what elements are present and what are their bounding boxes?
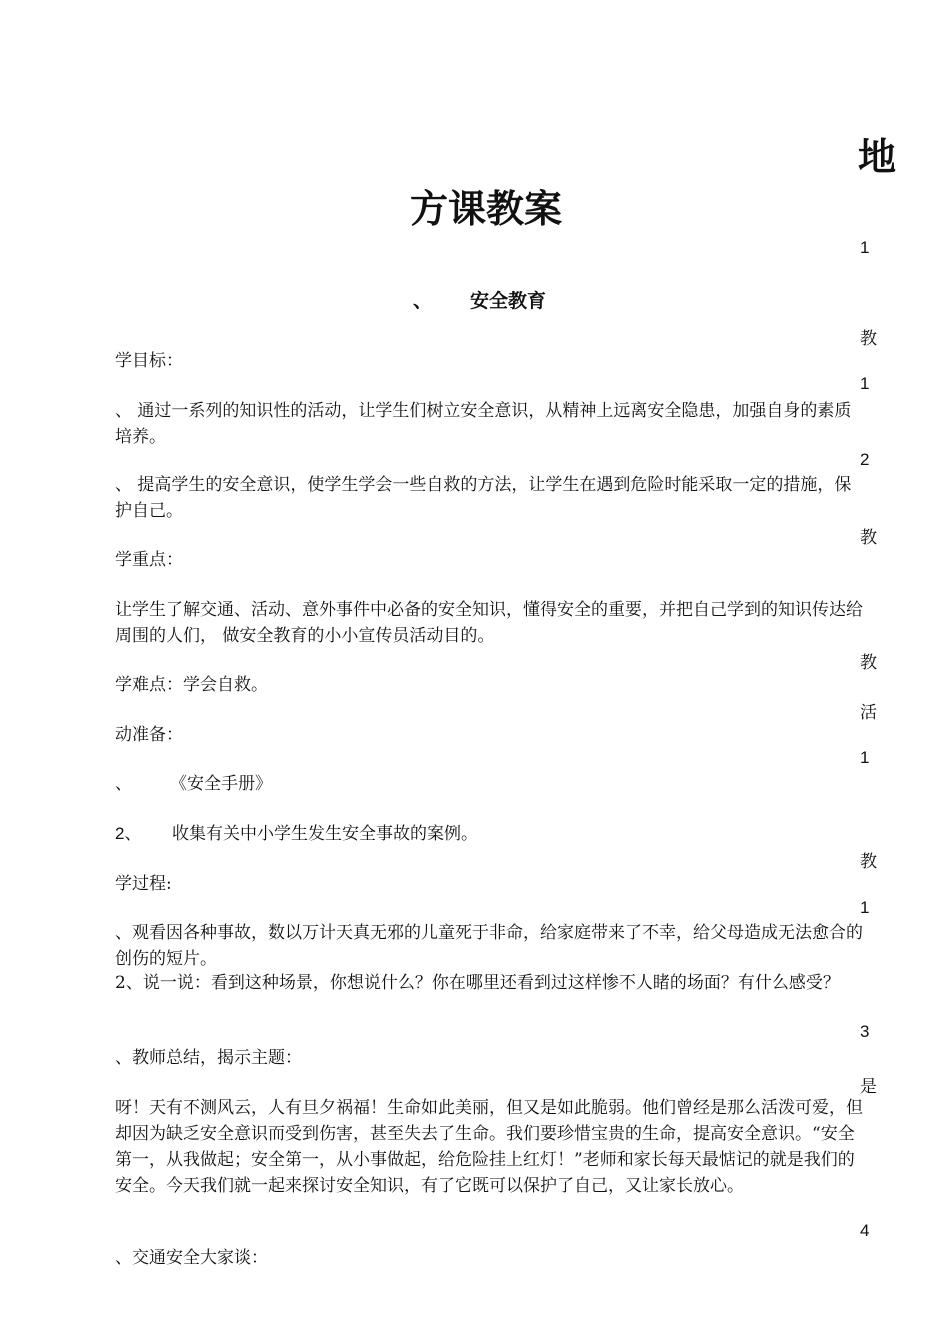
prep-label: 动准备： [115, 725, 183, 745]
margin-char: 教 [860, 653, 877, 672]
prep-2-num: 2、 [115, 824, 142, 843]
key-label: 学重点： [115, 550, 183, 570]
prep-2-text: 收集有关中小学生发生安全事故的案例。 [172, 824, 478, 844]
goal-2: 、 提高学生的安全意识，使学生学会一些自救的方法，让学生在遇到危险时能采取一定的措施，保护自己。 [115, 475, 852, 521]
step-3: 、教师总结，揭示主题： [115, 1048, 302, 1068]
step-1: 、观看因各种事故，数以万计天真无邪的儿童死于非命，给家庭带来了不幸，给父母造成无法愈合的创伤的短片。 [115, 923, 863, 969]
prep-1-text: 《安全手册》 [170, 774, 272, 794]
margin-char: 教 [860, 329, 877, 348]
margin-char: 1 [860, 374, 870, 393]
page-title: 方课教案 [410, 187, 563, 231]
heading-punct: 、 [413, 290, 433, 312]
goal-label: 学目标： [115, 351, 183, 371]
margin-char: 4 [860, 1221, 870, 1240]
margin-char: 是 [860, 1077, 877, 1096]
step-4: 、交通安全大家谈： [115, 1248, 268, 1268]
goal-1: 、 通过一系列的知识性的活动，让学生们树立安全意识，从精神上远离安全隐患，加强自身的素质培养。 [115, 401, 852, 447]
margin-char: 2 [860, 450, 870, 469]
margin-char: 教 [860, 852, 877, 871]
prep-1-punct: 、 [115, 774, 132, 794]
margin-char: 1 [860, 898, 870, 917]
margin-char: 活 [860, 703, 877, 722]
title-char: 地 [858, 135, 897, 179]
section-heading: 安全教育 [470, 290, 547, 312]
difficulty: 学难点：学会自救。 [115, 675, 268, 695]
summary-paragraph: 呀！天有不测风云，人有旦夕祸福！生命如此美丽，但又是如此脆弱。他们曾经是那么活泼可爱，但却因为缺乏安全意识而受到伤害，甚至失去了生命。我们要珍惜宝贵的生命，提高安全意识。“安全第一，从我做起；安全第一，从小事做起，给危险挂上红灯！”老师和家长每天最惦记的就是我们的安全。今天我们就一起来探讨安全知识，有了它既可以保护了自己，又让家长放心。 [115, 1098, 863, 1196]
heading-number: 1 [860, 238, 870, 257]
process-label: 学过程: [115, 874, 172, 894]
margin-char: 教 [860, 528, 877, 547]
margin-char: 3 [860, 1022, 870, 1041]
step-2: 2、说一说：看到这种场景，你想说什么？你在哪里还看到过这样惨不人睹的场面？有什么感受？ [115, 973, 840, 993]
margin-char: 1 [860, 748, 870, 767]
key-text: 让学生了解交通、活动、意外事件中必备的安全知识，懂得安全的重要，并把自己学到的知识传达给周围的人们， 做安全教育的小小宣传员活动目的。 [115, 600, 863, 646]
